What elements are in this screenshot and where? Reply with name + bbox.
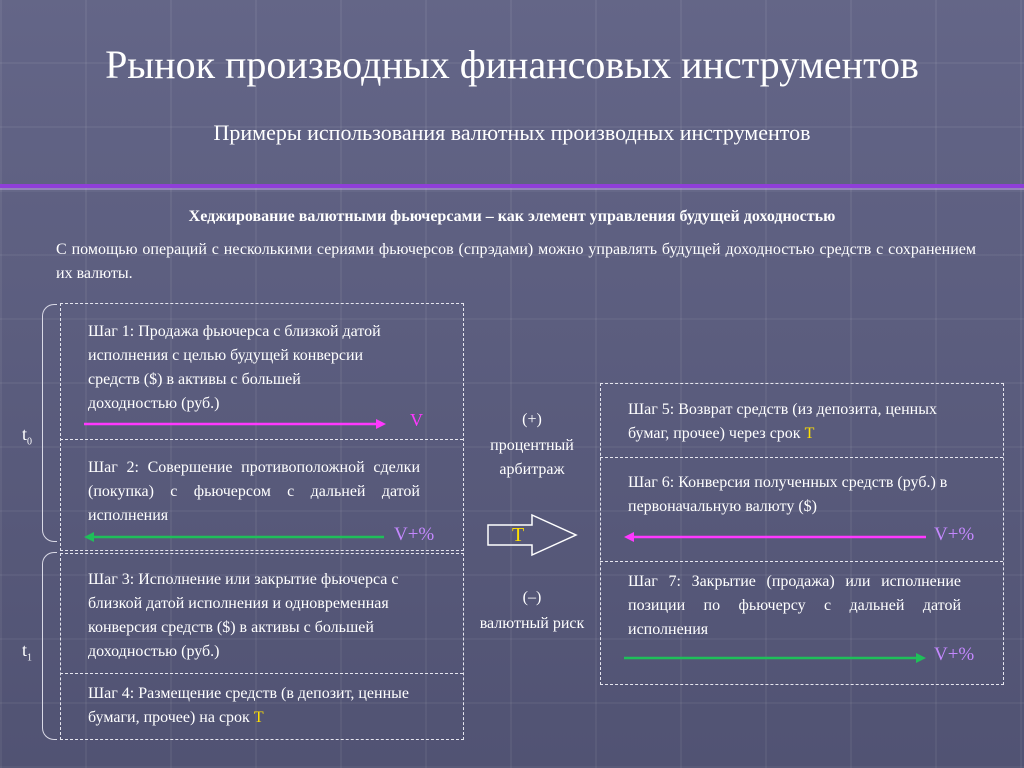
- step-7-arrow: [620, 649, 940, 667]
- divider-line-highlight: [0, 188, 1024, 190]
- plus-sign: (+): [522, 411, 542, 428]
- step-1-text: Шаг 1: Продажа фьючерса с близкой датой исполнения с целью будущей конверсии средств ($) в активы с большей доходностью (руб.): [88, 323, 381, 412]
- section-heading: Хеджирование валютными фьючерсами – как элемент управления будущей доходностью: [188, 208, 836, 225]
- currency-risk-label: валютный риск: [479, 615, 585, 632]
- step-2-text: Шаг 2: Совершение противоположной сделки (покупка) с фьючерсом с дальней датой исполнения: [88, 459, 420, 524]
- slide-title: Рынок производных финансовых инструментов: [105, 42, 919, 87]
- step-5-term: T: [804, 425, 815, 442]
- step-4-text: Шаг 4: Размещение средств (в депозит, ценные бумаги, прочее) на срок T: [88, 685, 409, 726]
- step-2-arrow: [80, 528, 400, 546]
- term-arrow-label: T: [512, 524, 525, 546]
- intro-paragraph: С помощью операций с несколькими сериями фьючерсов (спрэдами) можно управлять будущей доходностью средств с сохранением их валюты.: [56, 241, 976, 282]
- t0-label: $t_0$: [22, 424, 33, 448]
- step-1-arrow-label: V: [410, 410, 423, 430]
- step-6-text: Шаг 6: Конверсия полученных средств (руб.) в первоначальную валюту ($): [628, 474, 948, 515]
- step-1-arrow: [80, 415, 400, 433]
- t1-brace: [42, 552, 57, 740]
- left-box-bottom-divider: [60, 673, 463, 674]
- t1-label: $t_1$: [22, 640, 33, 664]
- step-3-text: Шаг 3: Исполнение или закрытие фьючерса с близкой датой исполнения и одновременная конверсия средств ($) в активы с большей доходностью (руб.): [88, 571, 399, 660]
- step-7-text: Шаг 7: Закрытие (продажа) или исполнение позиции по фьючерсу с дальней датой исполнения: [628, 573, 961, 638]
- left-box-top-divider: [60, 439, 463, 440]
- step-4-term: T: [253, 709, 264, 726]
- t0-brace: [42, 304, 57, 542]
- slide-subtitle: Примеры использования валютных производных инструментов: [213, 120, 811, 145]
- right-box-divider-1: [600, 457, 1003, 458]
- step-6-arrow: [620, 528, 940, 546]
- step-6-arrow-label: V+%: [934, 524, 975, 545]
- term-arrow: [486, 513, 580, 557]
- minus-sign: (–): [522, 589, 542, 606]
- step-5-text: Шаг 5: Возврат средств (из депозита, ценных бумаг, прочее) через срок T: [628, 401, 937, 442]
- interest-arbitrage-label: процентный арбитраж: [490, 437, 574, 478]
- step-7-arrow-label: V+%: [934, 644, 975, 665]
- right-box-divider-2: [600, 561, 1003, 562]
- step-2-arrow-label: V+%: [394, 524, 435, 545]
